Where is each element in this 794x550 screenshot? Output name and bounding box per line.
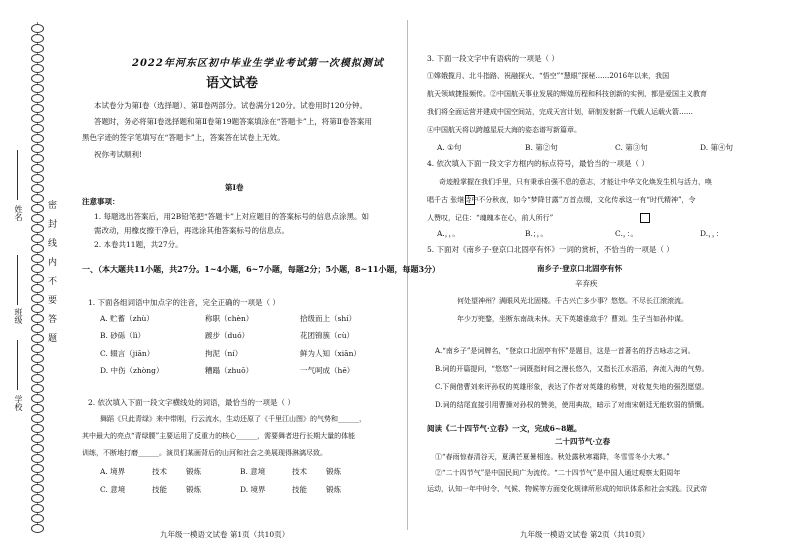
binding-ring: [31, 364, 44, 373]
q2-option-c-2: 技能: [152, 485, 167, 494]
q4-text-3: 人赞叹，记住：“魂魄本在心，前人所行”: [427, 214, 554, 222]
q4-option-d: D.，，：: [700, 229, 724, 238]
binding-ring: [31, 124, 44, 133]
notes-title: 注意事项：: [82, 197, 120, 206]
q5-option-a: A.“南乡子”是词牌名，“登京口北固亭有怀”是题目，这是一首著名的抒古咏志之词。: [435, 347, 695, 355]
binding-ring: [31, 494, 44, 503]
reading-title: 二十四节气·立春: [555, 437, 611, 446]
q3-stem: 3. 下面一段文字中有语病的一项是（ ）: [427, 54, 559, 63]
binding-ring: [31, 94, 44, 103]
q1-option-b-1: B. 砂砾（lì）: [100, 331, 146, 340]
q1-option-d-2: 糟蹋（zhuō）: [205, 366, 254, 375]
reading-intro: 阅读《二十四节气·立春》一文，完成6~8题。: [427, 424, 582, 433]
reading-para-3: 运动，认知一年中时令、气候、物候等方面变化规律所形成的知识体系和社会实践。汉武帝: [427, 485, 707, 493]
page-2: [415, 0, 780, 550]
page-1-footer: 九年级一模语文试卷 第1页（共10页）: [160, 530, 290, 539]
notes-line-1: 1. 每题选出答案后，用2B铅笔把“答题卡”上对应题目的答案标号的信息点涂黑。如: [94, 212, 369, 221]
q1-option-d-1: D. 中伤（zhòng）: [100, 366, 164, 375]
binding-ring: [31, 84, 44, 93]
exam-title: 2022年河东区初中毕业生学业考试第一次模拟测试: [132, 58, 384, 69]
q4-option-a: A.，，。: [437, 229, 460, 238]
q1-option-a-3: 拾级而上（shí）: [300, 314, 357, 323]
q4-text-2: 唱千古 张继诗中不分秋夜，如今“梦降甘露”万首点缀，文化传承这一有“时代精神”，令: [427, 196, 696, 204]
q3-option-a: A. ①句: [437, 143, 462, 152]
q4-stem: 4. 依次填入下面一段文字方框内的标点符号，最恰当的一项是（ ）: [427, 159, 649, 168]
q5-option-d: D.词的结尾直接引用曹操对孙权的赞美，使用典故，暗示了对南宋朝廷无能软弱的愤慨。: [435, 401, 709, 409]
q3-option-d: D. 第④句: [700, 143, 734, 152]
binding-ring: [31, 104, 44, 113]
exam-subtitle: 语文试卷: [206, 76, 259, 91]
q5-stem: 5. 下面对《南乡子·登京口北固亭有怀》一词的赏析，不恰当的一项是（ ）: [427, 245, 674, 254]
binding-ring: [31, 414, 44, 423]
q1-option-a-1: A. 贮蓄（zhù）: [100, 314, 154, 323]
q1-option-c-3: 鲜为人知（xiān）: [300, 349, 361, 358]
binding-ring: [31, 374, 44, 383]
reading-para-1: ①“春雨惊春清谷天，夏满芒夏暑相连。秋处露秋寒霜降，冬雪雪冬小大寒。”: [435, 453, 670, 461]
binding-ring: [31, 424, 44, 433]
q5-option-c: C.下阕借曹刘来评孙权的英雄形象，表达了作者对英雄的称赞，对收复失地的强烈愿望。: [435, 383, 709, 391]
binding-ring: [31, 524, 44, 533]
reading-para-2: ②“二十四节气”是中国民间广为流传。“二十四节气”是中国人通过观察太阳周年: [435, 469, 681, 477]
field-class-line: [17, 255, 18, 305]
q2-stem: 2. 依次填入下面一段文字横线处的词语，最恰当的一项是（ ）: [88, 398, 295, 407]
binding-ring: [31, 474, 44, 483]
q1-option-d-3: 一气呵成（hē）: [300, 366, 355, 375]
binding-ring: [31, 444, 44, 453]
poem-title: 南乡子·登京口北固亭有怀: [537, 264, 623, 273]
q2-option-d-1: D. 境界: [240, 485, 266, 494]
q2-text-3: 训练，不断地打磨______。演员们某画背后的山河和社会之美展现得淋漓尽致。: [82, 449, 327, 457]
binding-ring: [31, 44, 44, 53]
intro-line-2: 答题时，务必将第Ⅰ卷选择题和第Ⅱ卷第19题答案填涂在“答题卡”上，将第Ⅱ卷答案用: [94, 117, 372, 126]
q2-option-a-2: 技术: [152, 467, 167, 476]
q4-option-b: B.；，。: [525, 229, 548, 238]
binding-ring: [31, 484, 44, 493]
field-school-line: [17, 340, 18, 390]
binding-ring: [31, 184, 44, 193]
poem-line-2: 年少万兜鍪，坐断东南战未休。天下英雄谁敌手？曹刘。生子当如孙仲谋。: [457, 315, 688, 323]
q2-option-d-3: 锻炼: [326, 485, 341, 494]
poem-author: 辛弃疾: [575, 279, 598, 288]
page-1: [80, 0, 441, 550]
q1-stem: 1. 下面各组词语中加点字的注音，完全正确的一项是（ ）: [88, 298, 280, 307]
q2-option-c-1: C. 意境: [100, 485, 126, 494]
q3-option-c: C. 第③句: [615, 143, 648, 152]
binding-ring: [31, 514, 44, 523]
q3-text-1: ①嫦娥揽月、北斗指路、祝融探火、“悟空”“慧眼”探秘……2016年以来，我国: [427, 72, 670, 80]
q4-text-1: 奇迹般掌握在我们手里，只有秉承自强不息的意志，才能让中华文化焕发生机与活力，唤: [439, 178, 712, 186]
q3-option-b: B. 第②句: [525, 143, 558, 152]
binding-ring: [31, 404, 44, 413]
binding-ring: [31, 174, 44, 183]
binding-ring: [31, 434, 44, 443]
q4-blank-box-2: [640, 213, 650, 223]
page-divider: [407, 20, 408, 530]
q5-option-b: B.词的开篇提问，“悠悠”一词既指时间之漫长悠久，又指长江水滔滔，奔流入海的气势。: [435, 365, 709, 373]
q2-option-a-3: 锻炼: [186, 467, 201, 476]
notes-line-3: 2. 本卷共11题，共27分。: [94, 240, 183, 249]
page-2-footer: 九年级一模语文试卷 第2页（共10页）: [520, 530, 650, 539]
binding-ring: [31, 34, 44, 43]
binding-ring: [31, 134, 44, 143]
field-name-label: 姓名: [14, 205, 23, 221]
q2-option-b-2: 技术: [292, 467, 307, 476]
notes-line-2: 需改动，用橡皮擦干净后，再选涂其他答案标号的信息点。: [94, 226, 289, 235]
field-class-label: 班级: [14, 308, 23, 324]
binding-ring: [31, 114, 44, 123]
q1-option-a-2: 称职（chèn）: [205, 314, 254, 323]
binding-ring: [31, 394, 44, 403]
binding-ring: [31, 354, 44, 363]
binding-ring: [31, 464, 44, 473]
q1-option-b-2: 踱步（duó）: [205, 331, 250, 340]
binding-ring: [31, 74, 44, 83]
q2-option-b-3: 锻炼: [326, 467, 341, 476]
q3-text-4: ④中国航天将以跨越星辰大海的姿态谱写新篇章。: [427, 126, 581, 134]
q3-text-3: 我们将全面运营并建成中国空间站，完成天宫计划，研制发射新一代载人运载火箭……: [427, 108, 693, 116]
intro-line-3: 黑色字迹的签字笔填写在“答题卡”上，答案答在试卷上无效。: [82, 133, 285, 142]
section-1-heading: 一、（本大题共11小题，共27分。1~4小题，6~7小题，每题2分；5小题，8~11小题，每题3分）: [82, 264, 441, 274]
field-name-line: [17, 150, 18, 200]
intro-line-4: 祝你考试顺利!: [94, 150, 143, 159]
binding-ring: [31, 54, 44, 63]
q1-option-c-1: C. 辍言（jiān）: [100, 349, 155, 358]
q2-text-1: 舞蹈《只此青绿》来中带刚，行云流水，生动还原了《千里江山图》的气势和______，: [100, 415, 366, 423]
q4-option-c: C.，：。: [615, 229, 638, 238]
binding-ring: [31, 24, 44, 33]
q1-option-b-3: 花团锦簇（cù）: [300, 331, 355, 340]
binding-ring: [31, 144, 44, 153]
binding-ring: [31, 64, 44, 73]
q3-text-2: 航天领域捷报频传。②中国航天事业发展的辉煌历程和科技创新的实例，都是爱国主义教育: [427, 90, 707, 98]
q2-text-2: 其中最大的亮点“青绿腰”主要运用了反重力的核心______，需要舞者进行长期大量的体能: [82, 432, 356, 440]
binding-ring: [31, 154, 44, 163]
binding-ring: [31, 164, 44, 173]
q2-option-a-1: A. 境界: [100, 467, 126, 476]
field-school-label: 学校: [14, 395, 23, 411]
volume-title: 第Ⅰ卷: [225, 183, 244, 192]
binding-ring: [31, 454, 44, 463]
q2-option-c-3: 锻炼: [186, 485, 201, 494]
binding-ring: [31, 504, 44, 513]
poem-line-1: 何处望神州？满眼风光北固楼。千古兴亡多少事？悠悠。不尽长江滚滚流。: [457, 297, 688, 305]
q4-blank-box-1: [465, 195, 475, 205]
q1-option-c-2: 拘泥（ní）: [205, 349, 243, 358]
binding-strip-text: 密封线内不要答题: [46, 200, 56, 352]
q2-option-b-1: B. 意境: [240, 467, 266, 476]
intro-line-1: 本试卷分为第Ⅰ卷（选择题）、第Ⅱ卷两部分。试卷满分120分。试卷用时120分钟。: [94, 101, 367, 110]
binding-ring: [31, 384, 44, 393]
q2-option-d-2: 技能: [292, 485, 307, 494]
